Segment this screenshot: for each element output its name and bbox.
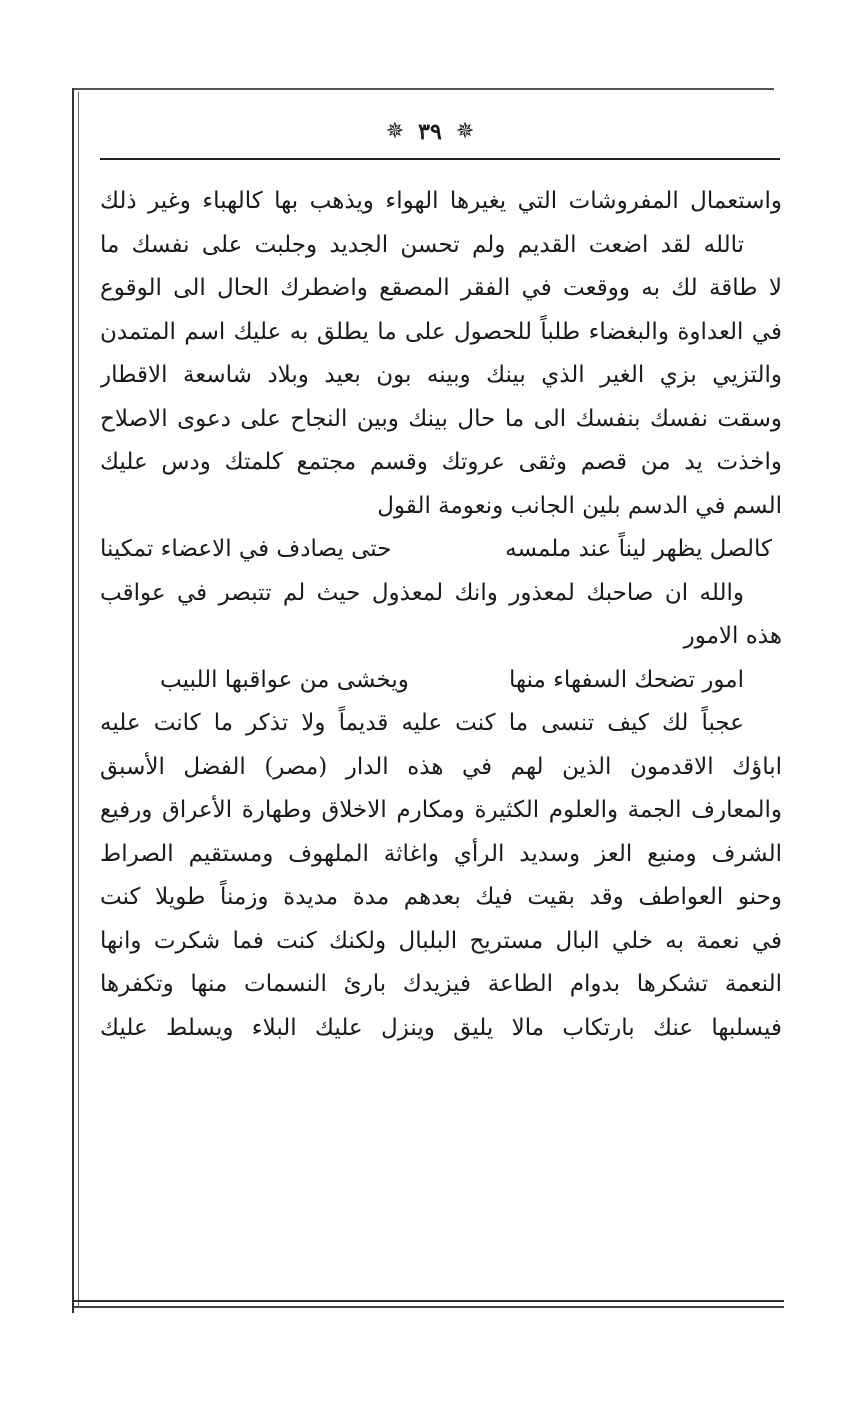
text-line: عجباً لك كيف تنسى ما كنت عليه قديماً ولا تذكر ما كانت عليه [100,710,744,736]
verse-second-hemistich: ويخشى من عواقبها اللبيب [160,666,409,693]
text-line: والله ان صاحبك لمعذور وانك لمعذول حيث لم تتبصر في عواقب [100,579,744,606]
text-line: اباؤك الاقدمون الذين لهم في هذه الدار (مصر) الفضل الأسبق [100,753,782,780]
text-line: النعمة تشكرها بدوام الطاعة فيزيدك بارئ النسمات منها وتكفرها [100,971,782,997]
text-line: لا طاقة لك به ووقعت في الفقر المصقع واضطرك الحال الى الوقوع [100,275,782,301]
verse [100,528,782,572]
text-line: وسقت نفسك بنفسك الى ما حال بينك وبين النجاح على دعوى الاصلاح [100,405,782,432]
text-line: في العداوة والبغضاء طلباً للحصول على ما يطلق به عليك اسم المتمدن [100,318,782,345]
verse [100,659,782,703]
header-rule [100,158,780,160]
text-line: والتزيي بزي الغير الذي بينك وبينه بون بعيد وبلاد شاسعة الاقطار [100,362,782,388]
text-line: هذه الامور [683,623,782,649]
verse-first-hemistich: امور تضحك السفهاء منها [508,666,744,693]
page-number: ٣٩ [418,119,442,145]
text-line: تالله لقد اضعت القديم ولم تحسن الجديد وجلبت على نفسك ما [100,231,744,258]
text-line: الشرف ومنيع العز وسديد الرأي واغاثة الملهوف ومستقيم الصراط [100,840,782,867]
text-line: واستعمال المفروشات التي يغيرها الهواء ويذهب بها كالهباء وغير ذلك [100,188,782,214]
text-line: السم في الدسم بلين الجانب ونعومة القول [377,492,782,519]
frame-line-bottom [74,1300,784,1302]
body-text [100,180,782,1050]
frame-line-left-inner [78,92,79,1307]
frame-line-bottom-second [74,1306,784,1308]
verse-first-hemistich: كالصل يظهر ليناً عند ملمسه [505,536,772,562]
page-header [80,112,780,152]
text-line: واخذت يد من قصم وثقى عروتك وقسم مجتمع كلمتك ودس عليك [100,449,782,475]
verse-second-hemistich: حتى يصادف في الاعضاء تمكينا [100,536,392,562]
frame-line-top [74,88,774,90]
text-line: والمعارف الجمة والعلوم الكثيرة ومكارم الاخلاق وطهارة الأعراق ورفيع [100,797,782,823]
text-line: فيسلبها عنك بارتكاب مالا يليق وينزل عليك البلاء ويسلط عليك [100,1014,782,1041]
ornament-star-icon: ✵ [385,119,405,144]
frame-line-left [72,88,74,1313]
text-line: وحنو العواطف وقد بقيت فيك بعدهم مدة مديدة وزمناً طويلا كنت [100,884,782,910]
ornament-star-icon: ✵ [455,119,475,144]
text-line: في نعمة به خلي البال مستريح البلبال ولكنك كنت فما شكرت وانها [100,927,782,954]
